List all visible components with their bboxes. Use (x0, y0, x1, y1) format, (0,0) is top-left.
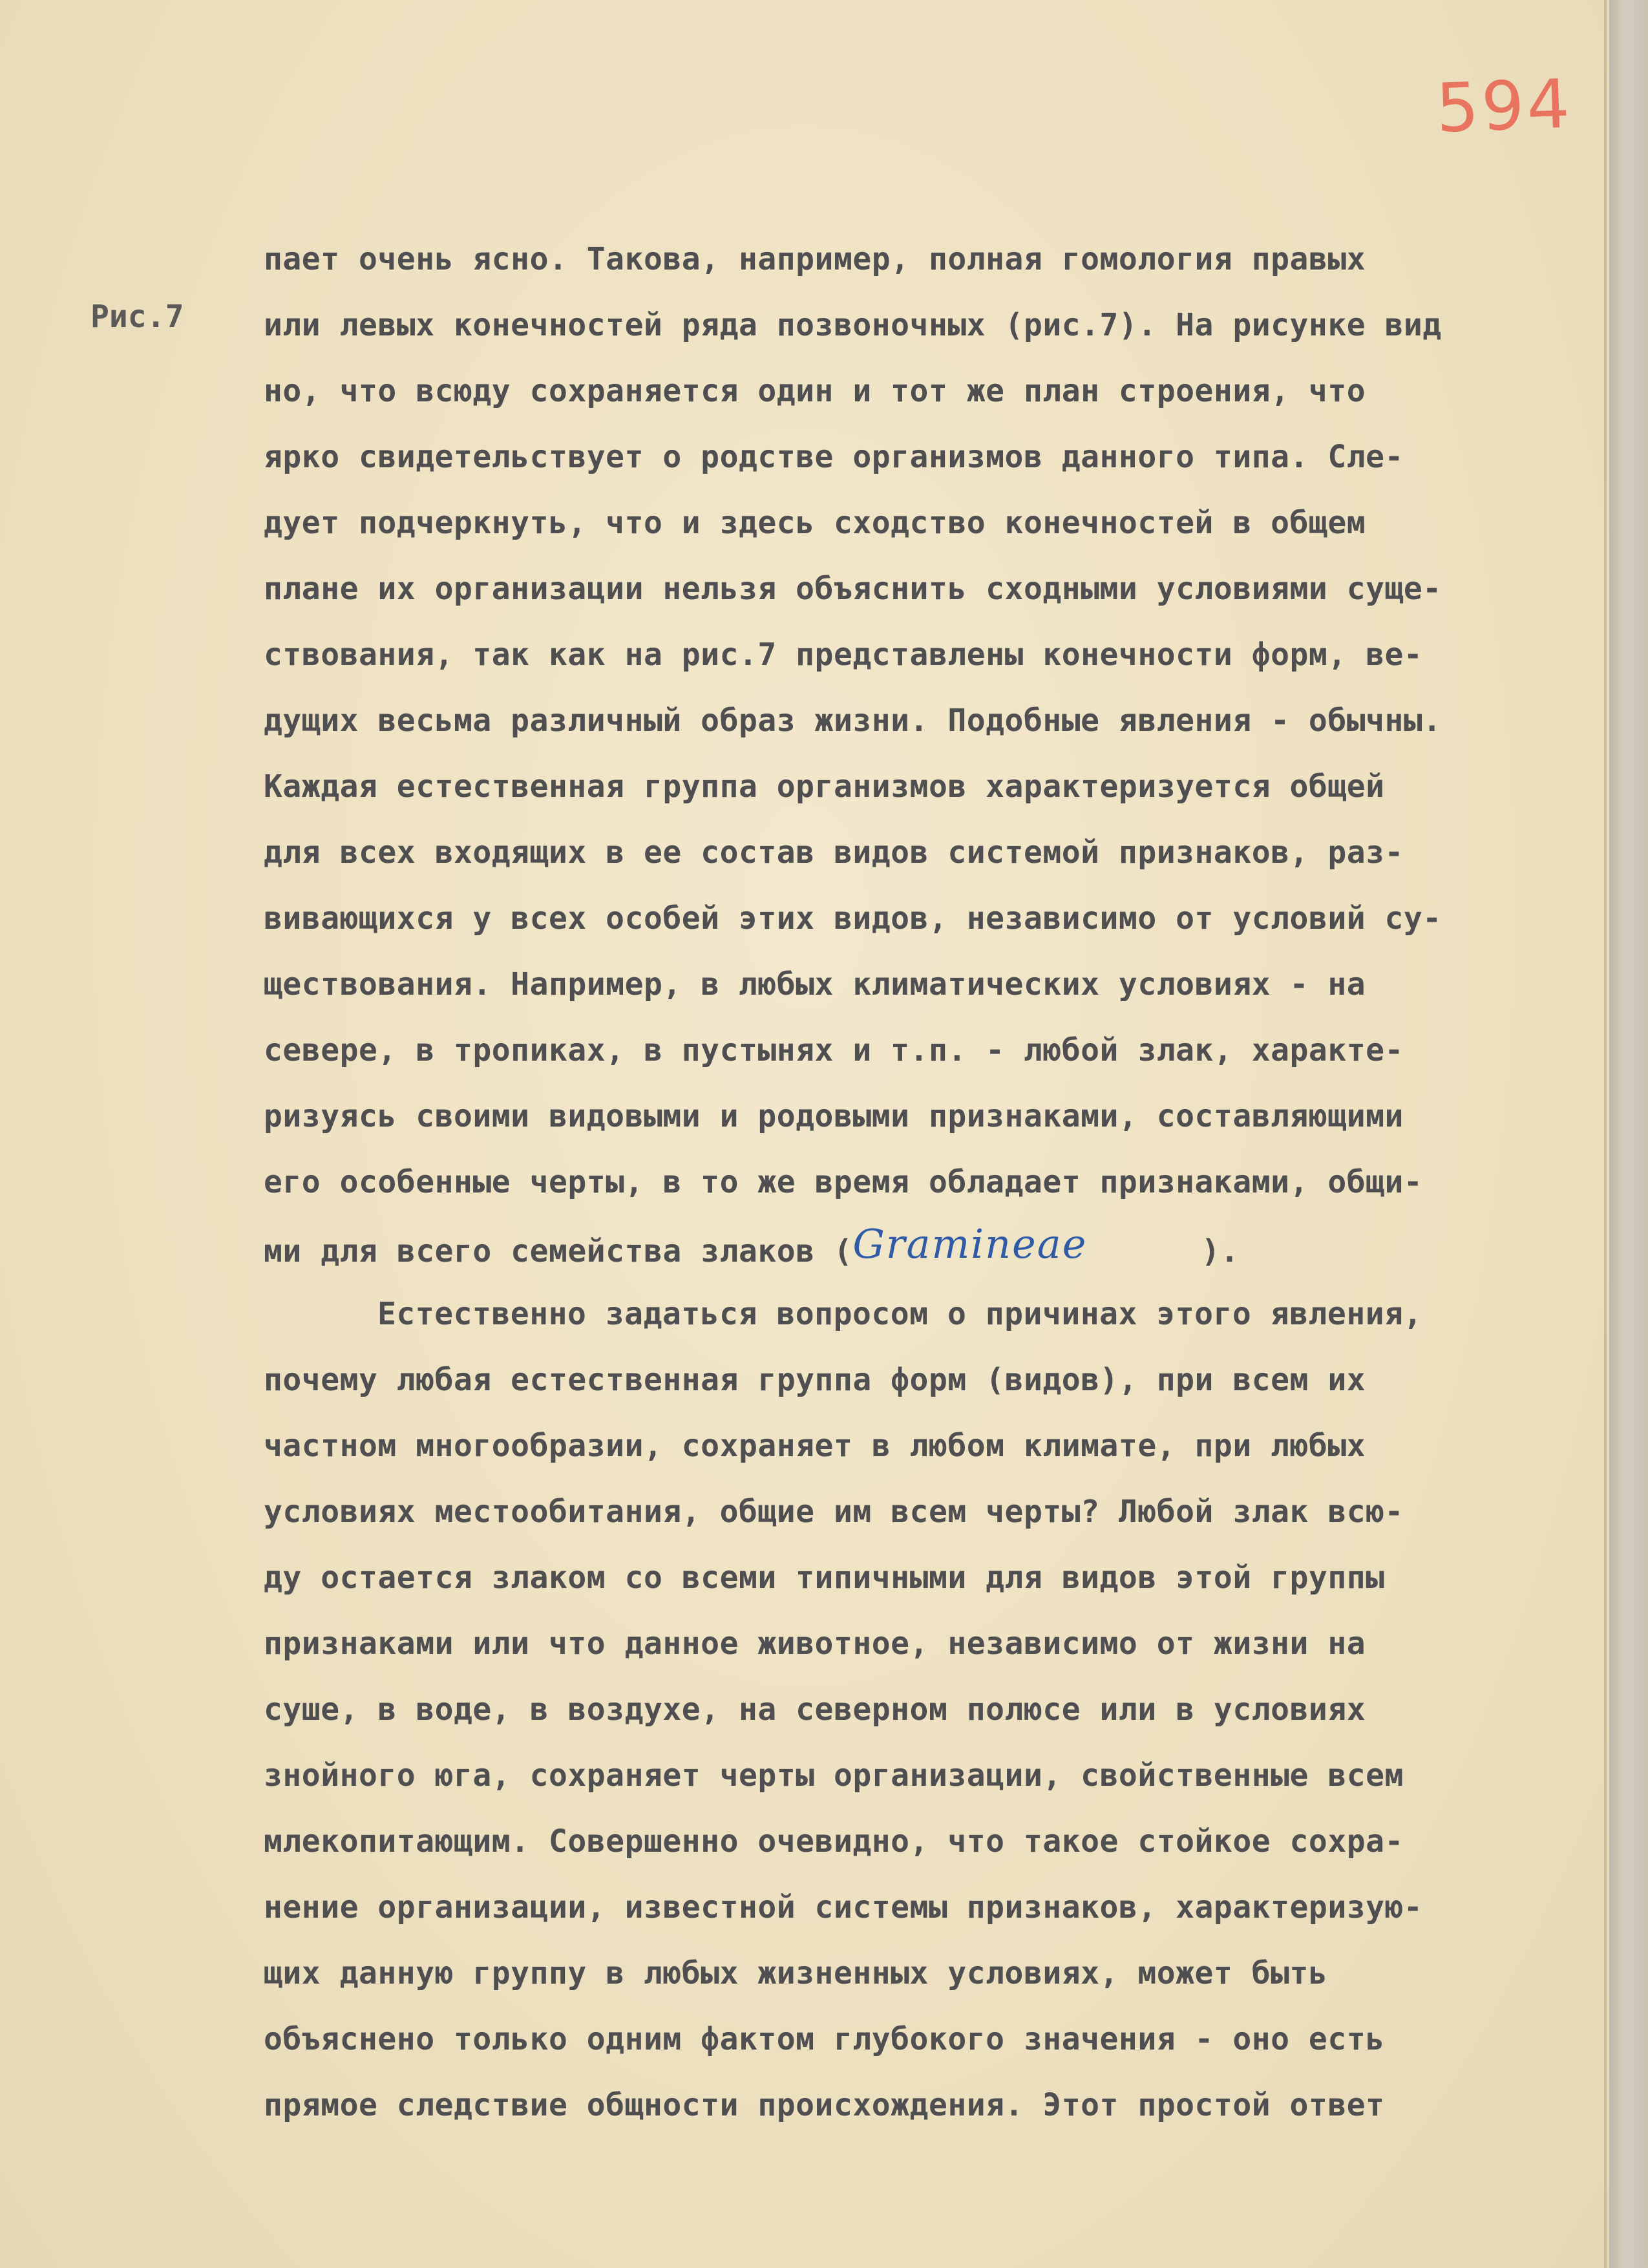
text-line: ствования, так как на рис.7 представлены конечности форм, ве- (264, 637, 1423, 673)
folio-number: 594 (1434, 64, 1574, 148)
text-line: частном многообразии, сохраняет в любом климате, при любых (264, 1428, 1366, 1464)
text-line: суше, в воде, в воздухе, на северном полюсе или в условиях (264, 1691, 1366, 1728)
text-line: условиях местообитания, общие им всем черты? Любой злак всю- (264, 1494, 1404, 1530)
text-line: объяснено только одним фактом глубокого значения - оно есть (264, 2021, 1385, 2057)
text-line: почему любая естественная группа форм (видов), при всем их (264, 1362, 1366, 1398)
text-line: прямое следствие общности происхождения. Этот простой ответ (264, 2087, 1385, 2123)
text-line: дущих весьма различный образ жизни. Подобные явления - обычны. (264, 703, 1442, 739)
paragraph-1 (264, 226, 1608, 1281)
text-line: пает очень ясно. Такова, например, полная гомология правых (264, 241, 1366, 277)
text-line: нение организации, известной системы признаков, характеризую- (264, 1889, 1423, 1925)
text-line: Каждая естественная группа организмов характеризуется общей (264, 768, 1385, 805)
handwritten-insert: Gramineae (852, 1220, 1088, 1267)
paragraph-2 (264, 1281, 1608, 2138)
text-line: для всех входящих в ее состав видов системой признаков, раз- (264, 834, 1404, 871)
text-line: дует подчеркнуть, что и здесь сходство конечностей в общем (264, 505, 1366, 541)
text-line: щих данную группу в любых жизненных условиях, может быть (264, 1955, 1328, 1991)
text-line: севере, в тропиках, в пустынях и т.п. - любой злак, характе- (264, 1032, 1404, 1068)
text-line: его особенные черты, в то же время обладает признаками, общи- (264, 1164, 1423, 1200)
margin-note-figure-ref: Рис.7 (90, 299, 184, 335)
typewritten-text (264, 226, 1608, 2138)
text-line: или левых конечностей ряда позвоночных (рис.7). На рисунке вид (264, 307, 1442, 343)
text-line: ду остается злаком со всеми типичными для видов этой группы (264, 1560, 1385, 1596)
text-line: но, что всюду сохраняется один и тот же план строения, что (264, 373, 1366, 409)
text-line: млекопитающим. Совершенно очевидно, что такое стойкое сохра- (264, 1823, 1404, 1860)
text-line: ризуясь своими видовыми и родовыми признаками, составляющими (264, 1098, 1404, 1134)
text-line: плане их организации нельзя объяснить сходными условиями суще- (264, 571, 1442, 607)
text-line: вивающихся у всех особей этих видов, независимо от условий су- (264, 900, 1442, 937)
text-line: Естественно задаться вопросом о причинах этого явления, (377, 1296, 1422, 1332)
text-line: ярко свидетельствует о родстве организмов данного типа. Сле- (264, 439, 1404, 475)
scan-background-edge (1609, 0, 1648, 2268)
typed-fragment: ми для всего семейства злаков ( (264, 1233, 853, 1269)
text-line: знойного юга, сохраняет черты организации, свойственные всем (264, 1757, 1404, 1794)
typed-fragment: ). (1087, 1233, 1240, 1269)
text-line-with-handwriting (264, 1215, 1608, 1281)
text-line: ществования. Например, в любых климатических условиях - на (264, 966, 1366, 1002)
text-line: признаками или что данное животное, независимо от жизни на (264, 1626, 1366, 1662)
